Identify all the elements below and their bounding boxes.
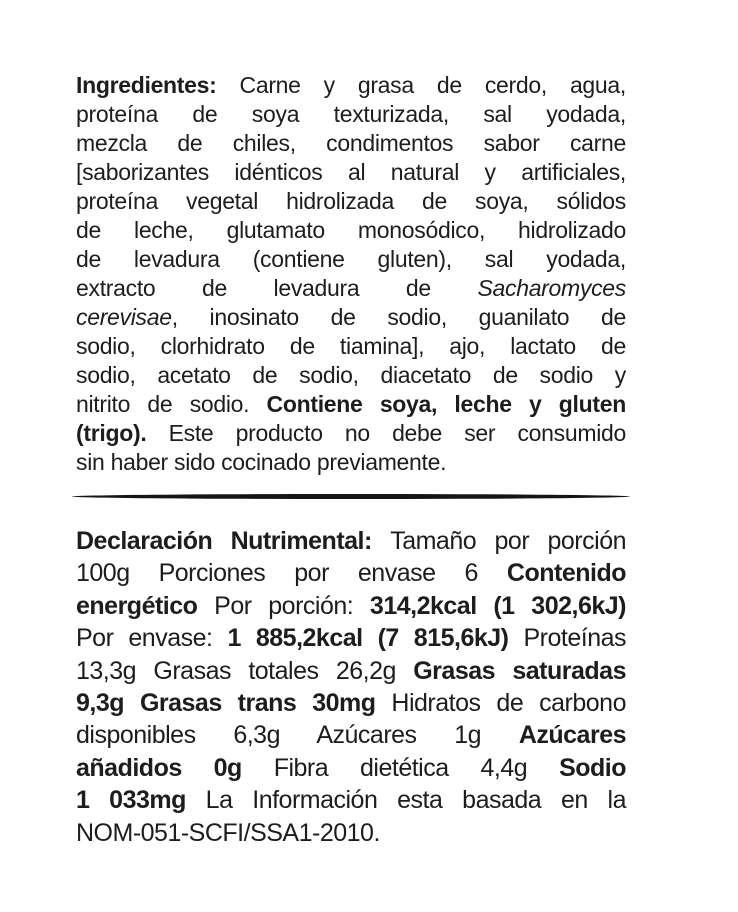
text-line — [76, 332, 626, 361]
section-divider — [72, 494, 630, 499]
text-line — [76, 719, 626, 751]
text-segment: Hidratos de carbono — [391, 689, 626, 718]
text-segment: extracto de levadura de — [76, 275, 478, 301]
text-segment: NOM-051-SCFI/SSA1-2010. — [76, 818, 380, 847]
text-line — [76, 129, 626, 158]
text-segment: Carne y grasa de cerdo, agua, — [239, 72, 626, 98]
text-segment: sodio, clorhidrato de tiamina], ajo, lactato de — [76, 333, 626, 359]
text-line — [76, 158, 626, 187]
text-segment: 9,3g Grasas trans 30mg — [76, 689, 392, 718]
text-line — [76, 245, 626, 274]
text-segment: añadidos 0g — [76, 753, 274, 782]
text-segment: energético — [76, 591, 215, 620]
text-segment: Contiene soya, leche y gluten — [266, 391, 626, 417]
nutrition-declaration-paragraph — [76, 525, 626, 849]
text-segment: Declaración Nutrimental: — [76, 527, 391, 555]
text-segment: proteína de soya texturizada, sal yodada, — [76, 101, 626, 127]
text-segment: sodio, acetato de sodio, diacetato de sodio y — [76, 362, 626, 388]
text-line — [76, 448, 626, 477]
text-segment: Este producto no debe ser consumido — [168, 420, 626, 446]
text-segment: Ingredientes: — [76, 72, 240, 98]
text-segment: 100g Porciones por envase 6 — [76, 559, 507, 588]
text-line — [76, 590, 626, 622]
text-segment: Azúcares — [518, 721, 626, 750]
text-line — [76, 390, 626, 419]
text-segment: , inosinato de sodio, guanilato de — [171, 304, 626, 330]
text-line — [76, 655, 626, 687]
text-line — [76, 303, 626, 332]
text-segment: disponibles 6,3g Azúcares 1g — [76, 721, 519, 750]
text-segment: Por envase: — [76, 624, 228, 653]
text-line — [76, 71, 626, 100]
text-segment: 1 033mg — [76, 786, 206, 815]
text-line — [76, 557, 626, 589]
text-line — [76, 752, 626, 784]
text-line — [76, 419, 626, 448]
text-segment: 13,3g Grasas totales 26,2g — [76, 656, 414, 685]
text-segment: Por porción: — [214, 591, 370, 620]
text-line — [76, 622, 626, 654]
text-segment: Grasas saturadas — [413, 656, 626, 685]
text-segment: Tamaño por porción — [390, 527, 626, 555]
text-line — [76, 187, 626, 216]
text-segment: 1 885,2kcal (7 815,6kJ) — [227, 624, 524, 653]
text-line — [76, 361, 626, 390]
text-segment: Proteínas — [523, 624, 627, 653]
ingredients-paragraph — [76, 71, 626, 477]
text-segment: de leche, glutamato monosódico, hidrolizado — [76, 217, 626, 243]
text-segment: de levadura (contiene gluten), sal yodada, — [76, 246, 626, 272]
text-line — [76, 784, 626, 816]
text-line — [76, 100, 626, 129]
text-segment: cerevisae — [76, 304, 172, 330]
text-segment: mezcla de chiles, condimentos sabor carne — [76, 130, 626, 156]
text-line — [76, 687, 626, 719]
text-segment: sin haber sido cocinado previamente. — [76, 449, 447, 475]
text-line — [76, 274, 626, 303]
text-line — [76, 525, 626, 557]
text-segment: proteína vegetal hidrolizada de soya, sólidos — [76, 188, 626, 214]
text-segment: Sodio — [559, 753, 626, 782]
text-segment: nitrito de sodio. — [76, 391, 267, 417]
text-segment: La Información esta basada en la — [205, 786, 626, 815]
text-segment: 314,2kcal (1 302,6kJ) — [369, 591, 626, 620]
text-segment: Sacharomyces — [477, 275, 626, 301]
text-line — [76, 817, 626, 849]
text-segment: [saborizantes idénticos al natural y artificiales, — [76, 159, 626, 185]
text-segment: (trigo). — [76, 420, 169, 446]
text-line — [76, 216, 626, 245]
text-segment: Contenido — [506, 559, 626, 588]
text-segment: Fibra dietética 4,4g — [273, 753, 560, 782]
